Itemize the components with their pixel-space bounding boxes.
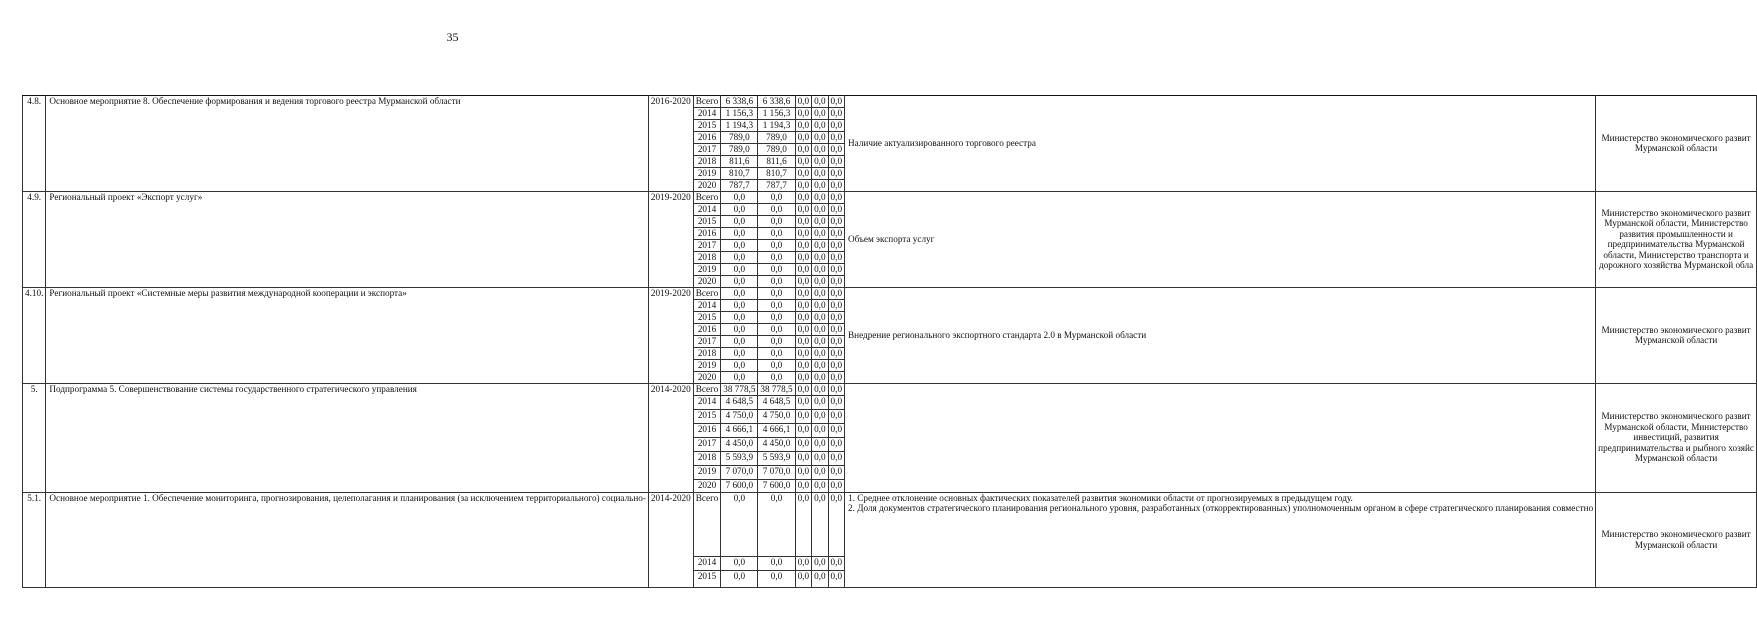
- total-cell: 789,0: [721, 143, 758, 155]
- year-cell: 2020: [693, 371, 721, 383]
- total-cell: 0,0: [721, 287, 758, 299]
- indicator: [845, 383, 1596, 492]
- executor: Министерство экономического развит Мурманской области: [1596, 287, 1757, 383]
- table-body: [23, 96, 1757, 588]
- local-budget-cell: 0,0: [812, 179, 828, 191]
- regional-budget-cell: 4 750,0: [758, 409, 795, 423]
- local-budget-cell: 0,0: [812, 423, 828, 437]
- other-sources-cell: 0,0: [828, 323, 844, 335]
- local-budget-cell: 0,0: [812, 465, 828, 479]
- regional-budget-cell: 0,0: [758, 251, 795, 263]
- local-budget-cell: 0,0: [812, 119, 828, 131]
- other-sources-cell: 0,0: [828, 409, 844, 423]
- federal-budget-cell: 0,0: [795, 492, 811, 556]
- local-budget-cell: 0,0: [812, 409, 828, 423]
- total-cell: 4 750,0: [721, 409, 758, 423]
- year-cell: 2018: [693, 451, 721, 465]
- regional-budget-cell: 0,0: [758, 347, 795, 359]
- local-budget-cell: 0,0: [812, 191, 828, 203]
- activity-name: Подпрограмма 5. Совершенствование системы государственного стратегического управления: [46, 383, 649, 492]
- table-row: [23, 191, 1757, 203]
- total-cell: 4 648,5: [721, 395, 758, 409]
- other-sources-cell: 0,0: [828, 359, 844, 371]
- other-sources-cell: 0,0: [828, 347, 844, 359]
- local-budget-cell: 0,0: [812, 275, 828, 287]
- other-sources-cell: 0,0: [828, 311, 844, 323]
- indicator: Объем экспорта услуг: [845, 191, 1596, 287]
- other-sources-cell: 0,0: [828, 275, 844, 287]
- year-cell: 2015: [693, 570, 721, 587]
- other-sources-cell: 0,0: [828, 383, 844, 395]
- local-budget-cell: 0,0: [812, 131, 828, 143]
- total-cell: 4 666,1: [721, 423, 758, 437]
- year-cell: 2018: [693, 251, 721, 263]
- local-budget-cell: 0,0: [812, 359, 828, 371]
- federal-budget-cell: 0,0: [795, 263, 811, 275]
- row-number: 5.1.: [23, 492, 46, 587]
- regional-budget-cell: 789,0: [758, 143, 795, 155]
- total-cell: 789,0: [721, 131, 758, 143]
- total-cell: 0,0: [721, 263, 758, 275]
- year-cell: 2014: [693, 203, 721, 215]
- local-budget-cell: 0,0: [812, 347, 828, 359]
- total-cell: 0,0: [721, 275, 758, 287]
- regional-budget-cell: 6 338,6: [758, 96, 795, 108]
- regional-budget-cell: 0,0: [758, 371, 795, 383]
- local-budget-cell: 0,0: [812, 383, 828, 395]
- total-cell: 0,0: [721, 215, 758, 227]
- federal-budget-cell: 0,0: [795, 251, 811, 263]
- total-cell: 4 450,0: [721, 437, 758, 451]
- year-cell: Всего: [693, 492, 721, 556]
- total-cell: 0,0: [721, 359, 758, 371]
- other-sources-cell: 0,0: [828, 239, 844, 251]
- federal-budget-cell: 0,0: [795, 107, 811, 119]
- local-budget-cell: 0,0: [812, 556, 828, 570]
- local-budget-cell: 0,0: [812, 287, 828, 299]
- row-number: 4.10.: [23, 287, 46, 383]
- regional-budget-cell: 0,0: [758, 287, 795, 299]
- federal-budget-cell: 0,0: [795, 347, 811, 359]
- local-budget-cell: 0,0: [812, 215, 828, 227]
- local-budget-cell: 0,0: [812, 107, 828, 119]
- regional-budget-cell: 0,0: [758, 570, 795, 587]
- year-cell: Всего: [693, 383, 721, 395]
- other-sources-cell: 0,0: [828, 437, 844, 451]
- year-cell: 2019: [693, 263, 721, 275]
- year-cell: 2017: [693, 239, 721, 251]
- row-number: 5.: [23, 383, 46, 492]
- period: 2014-2020: [648, 383, 693, 492]
- other-sources-cell: 0,0: [828, 570, 844, 587]
- other-sources-cell: 0,0: [828, 143, 844, 155]
- federal-budget-cell: 0,0: [795, 409, 811, 423]
- other-sources-cell: 0,0: [828, 492, 844, 556]
- federal-budget-cell: 0,0: [795, 359, 811, 371]
- local-budget-cell: 0,0: [812, 335, 828, 347]
- row-number: 4.9.: [23, 191, 46, 287]
- regional-budget-cell: 5 593,9: [758, 451, 795, 465]
- executor: Министерство экономического развит Мурманской области: [1596, 492, 1757, 587]
- year-cell: 2015: [693, 119, 721, 131]
- total-cell: 0,0: [721, 570, 758, 587]
- federal-budget-cell: 0,0: [795, 335, 811, 347]
- other-sources-cell: 0,0: [828, 131, 844, 143]
- regional-budget-cell: 0,0: [758, 323, 795, 335]
- year-cell: 2014: [693, 299, 721, 311]
- regional-budget-cell: 789,0: [758, 131, 795, 143]
- federal-budget-cell: 0,0: [795, 239, 811, 251]
- other-sources-cell: 0,0: [828, 96, 844, 108]
- federal-budget-cell: 0,0: [795, 383, 811, 395]
- row-number: 4.8.: [23, 96, 46, 192]
- other-sources-cell: 0,0: [828, 191, 844, 203]
- federal-budget-cell: 0,0: [795, 437, 811, 451]
- activity-name: Основное мероприятие 8. Обеспечение формирования и ведения торгового реестра Мурманской области: [46, 96, 649, 192]
- regional-budget-cell: 0,0: [758, 359, 795, 371]
- total-cell: 787,7: [721, 179, 758, 191]
- local-budget-cell: 0,0: [812, 143, 828, 155]
- local-budget-cell: 0,0: [812, 311, 828, 323]
- total-cell: 0,0: [721, 227, 758, 239]
- regional-budget-cell: 0,0: [758, 263, 795, 275]
- year-cell: Всего: [693, 287, 721, 299]
- total-cell: 1 156,3: [721, 107, 758, 119]
- year-cell: 2014: [693, 107, 721, 119]
- regional-budget-cell: 0,0: [758, 227, 795, 239]
- federal-budget-cell: 0,0: [795, 167, 811, 179]
- regional-budget-cell: 1 194,3: [758, 119, 795, 131]
- total-cell: 0,0: [721, 347, 758, 359]
- indicator: 1. Среднее отклонение основных фактических показателей развития экономики области от прогнозируемых в предыдущем году. 2. Доля документов стратегического планирования регионального уровня, разработанных (откорректированных) уполномоченным органом в сфере стратегического планирования совместно: [845, 492, 1596, 587]
- total-cell: 811,6: [721, 155, 758, 167]
- total-cell: 0,0: [721, 371, 758, 383]
- total-cell: 7 070,0: [721, 465, 758, 479]
- other-sources-cell: 0,0: [828, 556, 844, 570]
- total-cell: 0,0: [721, 239, 758, 251]
- local-budget-cell: 0,0: [812, 299, 828, 311]
- federal-budget-cell: 0,0: [795, 323, 811, 335]
- table-row: [23, 96, 1757, 108]
- other-sources-cell: 0,0: [828, 423, 844, 437]
- local-budget-cell: 0,0: [812, 492, 828, 556]
- federal-budget-cell: 0,0: [795, 479, 811, 492]
- local-budget-cell: 0,0: [812, 395, 828, 409]
- year-cell: 2018: [693, 155, 721, 167]
- local-budget-cell: 0,0: [812, 437, 828, 451]
- regional-budget-cell: 0,0: [758, 335, 795, 347]
- federal-budget-cell: 0,0: [795, 143, 811, 155]
- regional-budget-cell: 787,7: [758, 179, 795, 191]
- year-cell: 2015: [693, 409, 721, 423]
- other-sources-cell: 0,0: [828, 479, 844, 492]
- regional-budget-cell: 0,0: [758, 556, 795, 570]
- local-budget-cell: 0,0: [812, 203, 828, 215]
- federal-budget-cell: 0,0: [795, 179, 811, 191]
- page-number: 35: [446, 30, 459, 44]
- total-cell: 6 338,6: [721, 96, 758, 108]
- federal-budget-cell: 0,0: [795, 395, 811, 409]
- other-sources-cell: 0,0: [828, 371, 844, 383]
- local-budget-cell: 0,0: [812, 96, 828, 108]
- year-cell: 2017: [693, 335, 721, 347]
- federal-budget-cell: 0,0: [795, 203, 811, 215]
- total-cell: 0,0: [721, 335, 758, 347]
- federal-budget-cell: 0,0: [795, 465, 811, 479]
- other-sources-cell: 0,0: [828, 299, 844, 311]
- local-budget-cell: 0,0: [812, 239, 828, 251]
- total-cell: 0,0: [721, 203, 758, 215]
- other-sources-cell: 0,0: [828, 215, 844, 227]
- other-sources-cell: 0,0: [828, 335, 844, 347]
- year-cell: 2019: [693, 465, 721, 479]
- year-cell: 2020: [693, 179, 721, 191]
- table-row: [23, 492, 1757, 556]
- other-sources-cell: 0,0: [828, 395, 844, 409]
- federal-budget-cell: 0,0: [795, 451, 811, 465]
- local-budget-cell: 0,0: [812, 167, 828, 179]
- federal-budget-cell: 0,0: [795, 287, 811, 299]
- total-cell: 0,0: [721, 311, 758, 323]
- federal-budget-cell: 0,0: [795, 191, 811, 203]
- year-cell: Всего: [693, 191, 721, 203]
- indicator: Внедрение регионального экспортного стандарта 2.0 в Мурманской области: [845, 287, 1596, 383]
- total-cell: 7 600,0: [721, 479, 758, 492]
- other-sources-cell: 0,0: [828, 263, 844, 275]
- federal-budget-cell: 0,0: [795, 119, 811, 131]
- regional-budget-cell: 0,0: [758, 311, 795, 323]
- local-budget-cell: 0,0: [812, 155, 828, 167]
- year-cell: 2014: [693, 556, 721, 570]
- regional-budget-cell: 811,6: [758, 155, 795, 167]
- other-sources-cell: 0,0: [828, 179, 844, 191]
- table-row: [23, 383, 1757, 395]
- total-cell: 0,0: [721, 191, 758, 203]
- total-cell: 38 778,5: [721, 383, 758, 395]
- regional-budget-cell: 7 600,0: [758, 479, 795, 492]
- local-budget-cell: 0,0: [812, 263, 828, 275]
- period: 2019-2020: [648, 287, 693, 383]
- activity-name: Основное мероприятие 1. Обеспечение мониторинга, прогнозирования, целеполагания и планирования (за исключением территориального) социально-: [46, 492, 649, 587]
- total-cell: 5 593,9: [721, 451, 758, 465]
- year-cell: 2020: [693, 275, 721, 287]
- activity-name: Региональный проект «Системные меры развития международной кооперации и экспорта»: [46, 287, 649, 383]
- local-budget-cell: 0,0: [812, 251, 828, 263]
- federal-budget-cell: 0,0: [795, 155, 811, 167]
- regional-budget-cell: 0,0: [758, 275, 795, 287]
- other-sources-cell: 0,0: [828, 251, 844, 263]
- other-sources-cell: 0,0: [828, 167, 844, 179]
- other-sources-cell: 0,0: [828, 203, 844, 215]
- local-budget-cell: 0,0: [812, 371, 828, 383]
- other-sources-cell: 0,0: [828, 227, 844, 239]
- period: 2019-2020: [648, 191, 693, 287]
- local-budget-cell: 0,0: [812, 451, 828, 465]
- year-cell: 2016: [693, 323, 721, 335]
- local-budget-cell: 0,0: [812, 570, 828, 587]
- total-cell: 1 194,3: [721, 119, 758, 131]
- federal-budget-cell: 0,0: [795, 299, 811, 311]
- executor: Министерство экономического развит Мурманской области, Министерство развития промышленности и предпринимательства Мурманской области, Министерство транспорта и дорожного хозяйства Мурманской обла: [1596, 191, 1757, 287]
- total-cell: 0,0: [721, 556, 758, 570]
- indicator: Наличие актуализированного торгового реестра: [845, 96, 1596, 192]
- total-cell: 0,0: [721, 251, 758, 263]
- executor: Министерство экономического развит Мурманской области, Министерство инвестиций, развития предпринимательства и рыбного хозяйс Мурманской области: [1596, 383, 1757, 492]
- regional-budget-cell: 0,0: [758, 299, 795, 311]
- regional-budget-cell: 0,0: [758, 203, 795, 215]
- federal-budget-cell: 0,0: [795, 311, 811, 323]
- regional-budget-cell: 38 778,5: [758, 383, 795, 395]
- year-cell: 2014: [693, 395, 721, 409]
- regional-budget-cell: 0,0: [758, 239, 795, 251]
- other-sources-cell: 0,0: [828, 155, 844, 167]
- federal-budget-cell: 0,0: [795, 371, 811, 383]
- program-table: [22, 95, 1757, 588]
- regional-budget-cell: 4 648,5: [758, 395, 795, 409]
- year-cell: 2015: [693, 311, 721, 323]
- year-cell: 2016: [693, 131, 721, 143]
- executor: Министерство экономического развит Мурманской области: [1596, 96, 1757, 192]
- regional-budget-cell: 4 666,1: [758, 423, 795, 437]
- local-budget-cell: 0,0: [812, 323, 828, 335]
- local-budget-cell: 0,0: [812, 227, 828, 239]
- year-cell: 2019: [693, 167, 721, 179]
- year-cell: 2017: [693, 437, 721, 451]
- regional-budget-cell: 1 156,3: [758, 107, 795, 119]
- table-row: [23, 287, 1757, 299]
- total-cell: 810,7: [721, 167, 758, 179]
- federal-budget-cell: 0,0: [795, 275, 811, 287]
- federal-budget-cell: 0,0: [795, 423, 811, 437]
- other-sources-cell: 0,0: [828, 119, 844, 131]
- year-cell: Всего: [693, 96, 721, 108]
- regional-budget-cell: 0,0: [758, 215, 795, 227]
- total-cell: 0,0: [721, 492, 758, 556]
- regional-budget-cell: 0,0: [758, 492, 795, 556]
- year-cell: 2017: [693, 143, 721, 155]
- federal-budget-cell: 0,0: [795, 96, 811, 108]
- activity-name: Региональный проект «Экспорт услуг»: [46, 191, 649, 287]
- period: 2014-2020: [648, 492, 693, 587]
- year-cell: 2019: [693, 359, 721, 371]
- regional-budget-cell: 0,0: [758, 191, 795, 203]
- federal-budget-cell: 0,0: [795, 570, 811, 587]
- other-sources-cell: 0,0: [828, 465, 844, 479]
- period: 2016-2020: [648, 96, 693, 192]
- federal-budget-cell: 0,0: [795, 227, 811, 239]
- year-cell: 2015: [693, 215, 721, 227]
- federal-budget-cell: 0,0: [795, 131, 811, 143]
- year-cell: 2018: [693, 347, 721, 359]
- total-cell: 0,0: [721, 299, 758, 311]
- other-sources-cell: 0,0: [828, 287, 844, 299]
- other-sources-cell: 0,0: [828, 451, 844, 465]
- federal-budget-cell: 0,0: [795, 215, 811, 227]
- year-cell: 2016: [693, 227, 721, 239]
- total-cell: 0,0: [721, 323, 758, 335]
- regional-budget-cell: 810,7: [758, 167, 795, 179]
- federal-budget-cell: 0,0: [795, 556, 811, 570]
- regional-budget-cell: 7 070,0: [758, 465, 795, 479]
- local-budget-cell: 0,0: [812, 479, 828, 492]
- year-cell: 2016: [693, 423, 721, 437]
- other-sources-cell: 0,0: [828, 107, 844, 119]
- year-cell: 2020: [693, 479, 721, 492]
- regional-budget-cell: 4 450,0: [758, 437, 795, 451]
